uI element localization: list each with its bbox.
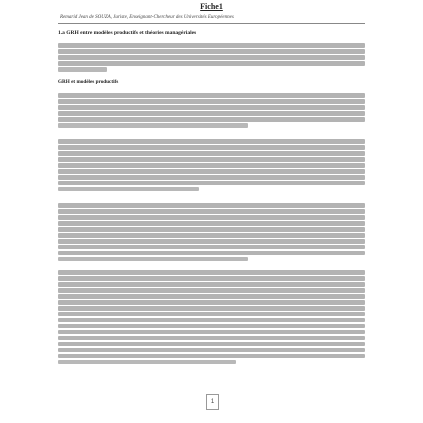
paragraph-3 <box>58 139 365 193</box>
header-rule <box>58 23 365 24</box>
section-title: 1.a GRH entre modèles productifs et théories managériales <box>58 30 197 36</box>
page-number: 1 <box>210 399 215 405</box>
page-number-box <box>206 394 219 410</box>
author-line: Remarid Jean de SOUZA, Juriste, Enseignant-Chercheur des Universités Européennes <box>60 15 234 20</box>
paragraph-5 <box>58 270 365 366</box>
paragraph-4 <box>58 203 365 263</box>
paragraph-1 <box>58 43 365 73</box>
subsection-title: GRH et modèles productifs <box>58 79 119 85</box>
page-header: Fiche1 <box>200 2 223 11</box>
paragraph-2 <box>58 93 365 129</box>
